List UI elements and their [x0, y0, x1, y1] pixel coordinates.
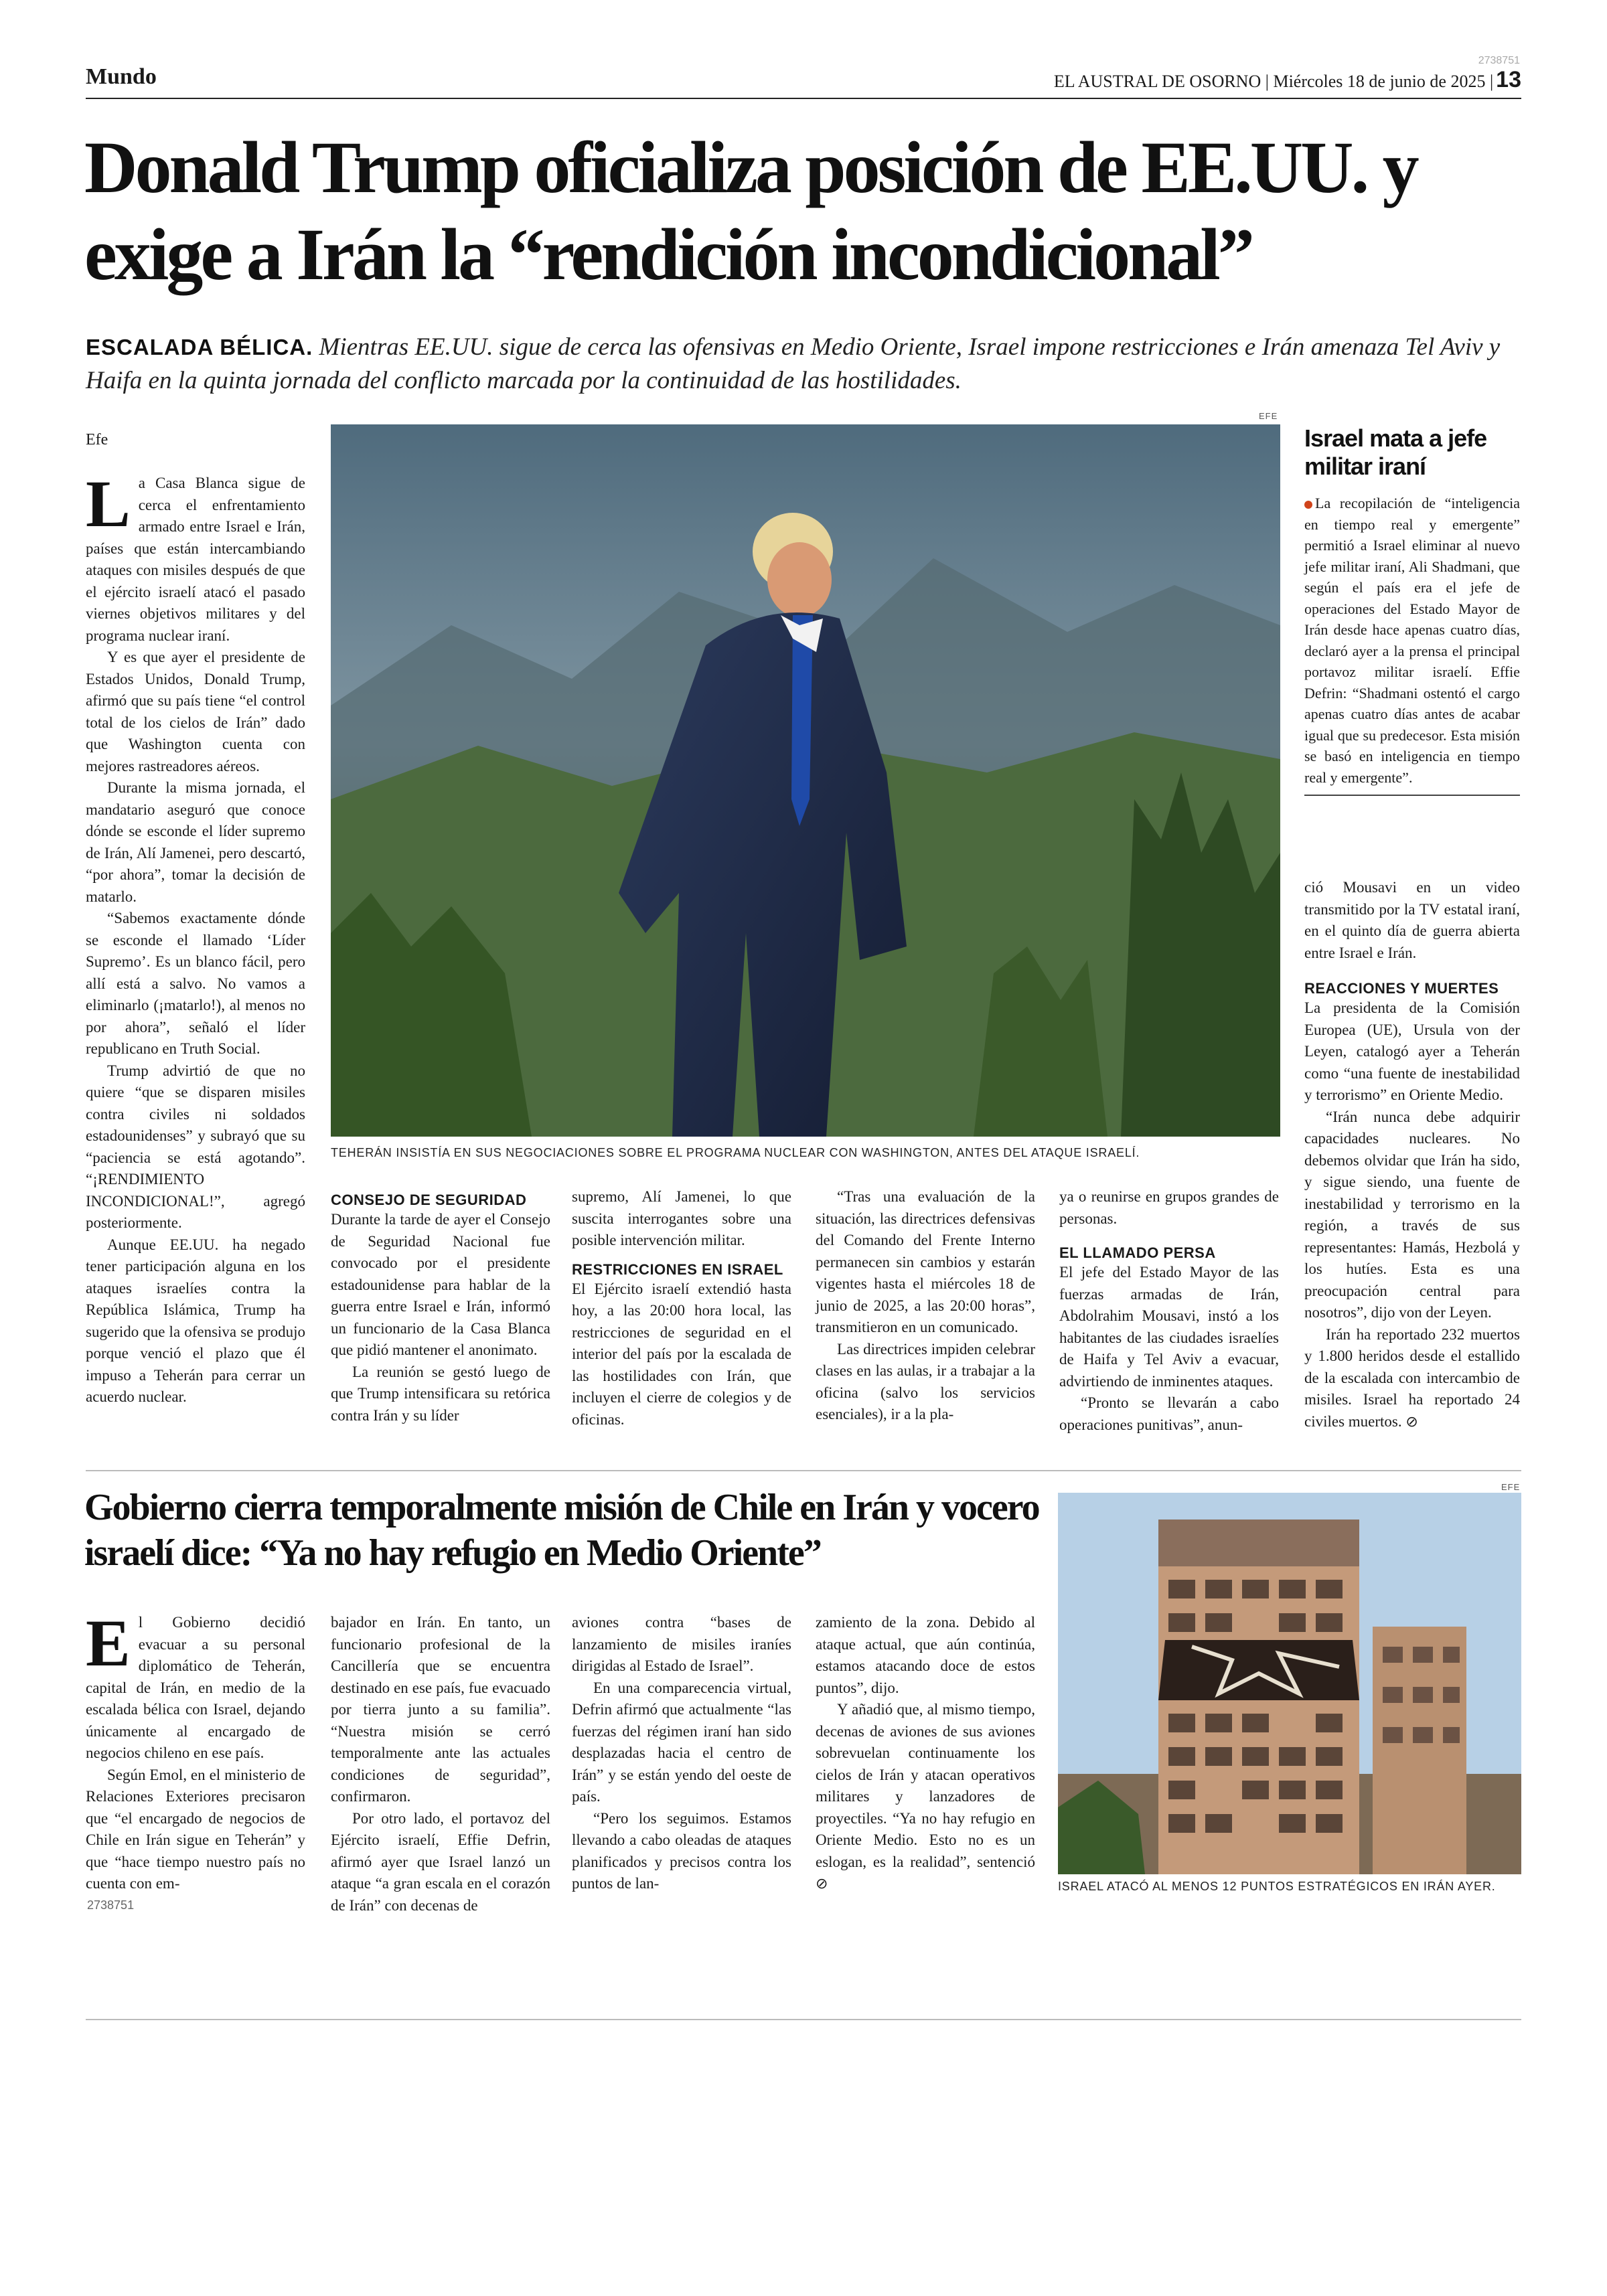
issue-date: Miércoles 18 de junio de 2025	[1273, 72, 1486, 91]
paragraph: “Sabemos exactamente dónde se esconde el llamado ‘Líder Supremo’. Es un blanco fácil, pero allí está a salvo. No vamos a eliminarlo (¡matarlo!), al menos no por ahora”, señaló el líder republicano en Truth Social.	[86, 910, 305, 1057]
deck-kicker: ESCALADA BÉLICA.	[86, 335, 313, 359]
publication-name: EL AUSTRAL DE OSORNO	[1053, 72, 1261, 91]
sidebar-box	[1304, 493, 1520, 796]
main-column-6	[1304, 877, 1520, 1432]
paragraph: Y es que ayer el presidente de Estados Unidos, Donald Trump, afirmó que su país tiene “el control total de los cielos de Irán” dado que Washington cuenta con mejores rastreadores aéreos.	[86, 649, 305, 774]
paragraph: Irán ha reportado 232 muertos y 1.800 heridos desde el estallido de la escalada con intercambio de misiles. Israel ha reportado 24 civiles muertos. ⊘	[1304, 1325, 1520, 1430]
masthead: EL AUSTRAL DE OSORNO | Miércoles 18 de junio de 2025 | 13	[1053, 67, 1521, 92]
main-photo-caption: TEHERÁN INSISTÍA EN SUS NEGOCIACIONES SOBRE EL PROGRAMA NUCLEAR CON WASHINGTON, ANTES DEL ATAQUE ISRAELÍ.	[331, 1146, 1140, 1159]
second-headline: Gobierno cierra temporalmente misión de Chile en Irán y vocero israelí dice: “Ya no hay refugio en Medio Oriente”	[84, 1487, 1039, 1574]
second-photo-caption: ISRAEL ATACÓ AL MENOS 12 PUNTOS ESTRATÉGICOS EN IRÁN AYER.	[1058, 1880, 1496, 1893]
subhead: RESTRICCIONES EN ISRAEL	[572, 1260, 783, 1278]
trump-walking-image	[331, 424, 1280, 1137]
paragraph: “Pronto se llevarán a cabo operaciones punitivas”, anun-	[1059, 1394, 1279, 1433]
end-mark-icon: ⊘	[816, 1876, 828, 1892]
main-column-2	[331, 1186, 550, 1426]
paragraph: “Tras una evaluación de la situación, las directrices defensivas del Comando del Frente Interno permanecen sin cambios y estarán vigentes hasta el miércoles 18 de junio de 2025, a las 20:00 horas”, transmitieron en un comunicado.	[816, 1188, 1035, 1335]
main-column-3	[572, 1186, 791, 1430]
paragraph: El jefe del Estado Mayor de las fuerzas armadas de Irán, Abdolrahim Mousavi, instó a los habitantes de las ciudades israelíes de Haifa y Tel Aviv a evacuar, advirtiendo de inminentes ataques.	[1059, 1264, 1279, 1390]
photo-credit: EFE	[1501, 1482, 1521, 1492]
paragraph: “Pero los seguimos. Estamos llevando a cabo oleadas de ataques planificados y precisos contra los puntos de lan-	[572, 1809, 791, 1892]
footer-rule	[86, 2019, 1521, 2020]
paragraph: Durante la misma jornada, el mandatario aseguró que conoce dónde se esconde el líder supremo de Irán, Alí Jamenei, pero descartó, “por ahora”, tomar la decisión de matarlo.	[86, 779, 305, 905]
paragraph: Trump advirtió de que no quiere “que se disparen misiles contra civiles ni soldados estadounidenses” y subrayó que su “paciencia se está agotando”. “¡RENDIMIENTO INCONDICIONAL!”, agregó posteriormente.	[86, 1062, 305, 1231]
page-number: 13	[1496, 67, 1521, 92]
second-column-1	[86, 1606, 305, 1895]
paragraph: La presidenta de la Comisión Europea (UE), Ursula von der Leyen, catalogó ayer a Teherán como “una fuente de inestabilidad y terrorismo” en Oriente Medio.	[1304, 999, 1520, 1103]
second-photo	[1058, 1493, 1521, 1874]
main-column-1	[86, 467, 305, 1408]
end-mark-icon: ⊘	[1405, 1413, 1418, 1430]
paragraph: Las directrices impiden celebrar clases en las aulas, ir a trabajar a la oficina (salvo los servicios esenciales), ir a la pla-	[816, 1340, 1035, 1422]
second-column-3	[572, 1612, 791, 1895]
paragraph: Según Emol, en el ministerio de Relaciones Exteriores precisaron que “el encargado de negocios de Chile en Irán sigue en Teherán” y que “hace tiempo nuestro país no cuenta con em-	[86, 1766, 305, 1892]
sidebar-title: Israel mata a jefe militar iraní	[1304, 424, 1487, 480]
paragraph: ció Mousavi en un video transmitido por la TV estatal iraní, en el quinto día de guerra abierta entre Israel e Irán.	[1304, 879, 1520, 961]
byline: Efe	[86, 431, 108, 448]
dropcap: L	[86, 467, 131, 541]
section-divider	[86, 1470, 1521, 1471]
paragraph: a Casa Blanca sigue de cerca el enfrentamiento armado entre Israel e Irán, países que están intercambiando ataques con misiles después de que el ejército israelí atacó el pasado viernes objetivos militares y del programa nuclear iraní.	[86, 475, 305, 644]
dropcap: E	[86, 1606, 131, 1680]
photo-credit: EFE	[1259, 411, 1278, 421]
paragraph: bajador en Irán. En tanto, un funcionario profesional de la Cancillería que se encuentra destinado en ese país, fue evacuado por tierra junto a su familia”. “Nuestra misión se cerró temporalmente ante las actuales condiciones de seguridad”, confirmaron.	[331, 1614, 550, 1805]
main-headline: Donald Trump oficializa posición de EE.UU. y exige a Irán la “rendición incondicional”	[84, 127, 1417, 295]
paragraph: Aunque EE.UU. ha negado tener participación alguna en los ataques israelíes contra la República Islámica, Trump ha sugerido que la ofensiva se produjo porque venció el plazo que él impuso a Teherán para cerrar un acuerdo nuclear.	[86, 1236, 305, 1405]
main-photo	[331, 424, 1280, 1137]
paragraph: En una comparecencia virtual, Defrin afirmó que actualmente “las fuerzas del régimen iraní han sido desplazadas hacia el centro de Irán” y se están yendo del oeste de país.	[572, 1679, 791, 1805]
paragraph: Durante la tarde de ayer el Consejo de Seguridad Nacional fue convocado por el presidente estadounidense para hablar de la guerra entre Israel e Irán, informó un funcionario de la Casa Blanca que pidió mantener el anonimato.	[331, 1211, 550, 1358]
second-column-4	[816, 1612, 1035, 1895]
paragraph: ya o reunirse en grupos grandes de personas.	[1059, 1188, 1279, 1227]
subhead: CONSEJO DE SEGURIDAD	[331, 1192, 527, 1208]
reference-number-bottom: 2738751	[87, 1898, 135, 1912]
paragraph: El Ejército israelí extendió hasta hoy, a las 20:00 hora local, las restricciones de seguridad en el interior del país por la escalada de las hostilidades con Irán, que incluyen el cierre de colegios y de oficinas.	[572, 1280, 791, 1428]
second-column-2	[331, 1612, 550, 1916]
deck-text: Mientras EE.UU. sigue de cerca las ofensivas en Medio Oriente, Israel impone restricciones e Irán amenaza Tel Aviv y Haifa en la quinta jornada del conflicto marcada por la continuidad de las hostilidades.	[86, 333, 1501, 394]
subhead: REACCIONES Y MUERTES	[1304, 980, 1499, 997]
paragraph: La reunión se gestó luego de que Trump intensificara su retórica contra Irán y su líder	[331, 1363, 550, 1424]
main-column-5	[1059, 1186, 1279, 1436]
main-deck	[86, 331, 1525, 398]
sidebar-text: La recopilación de “inteligencia en tiempo real y emergente” permitió a Israel eliminar al nuevo jefe militar iraní, Ali Shadmani, que según el país era el jefe de operaciones del Estado Mayor de Irán desde hace apenas cuatro días, declaró ayer a la prensa el principal portavoz militar israelí. Effie Defrin: “Shadmani ostentó el cargo apenas cuatro días antes de acabar igual que su predecesor. Esta misión se basó en inteligencia en tiempo real y emergente”.	[1304, 495, 1520, 786]
paragraph: Y añadió que, al mismo tiempo, decenas de aviones de sus aviones sobrevuelan continuamente los cielos de Irán y atacan operativos militares y lanzadores de proyectiles. “Ya no hay refugio en Oriente Medio. Esto no es un eslogan, es la realidad”, sentenció ⊘	[816, 1701, 1035, 1892]
reference-number-top: 2738751	[1478, 55, 1520, 66]
paragraph: zamiento de la zona. Debido al ataque actual, que aún continúa, estamos atacando doce de estos puntos”, dijo.	[816, 1614, 1035, 1696]
section-label: Mundo	[86, 64, 157, 89]
paragraph: l Gobierno decidió evacuar a su personal diplomático de Teherán, capital de Irán, en medio de la escalada bélica con Israel, dejando únicamente al encargado de negocios chileno en ese país.	[86, 1614, 305, 1761]
main-column-4	[816, 1186, 1035, 1426]
paragraph: supremo, Alí Jamenei, lo que suscita interrogantes sobre una posible intervención militar.	[572, 1188, 791, 1248]
subhead: EL LLAMADO PERSA	[1059, 1244, 1216, 1261]
paragraph: aviones contra “bases de lanzamiento de misiles iraníes dirigidas al Estado de Israel”.	[572, 1614, 791, 1674]
header-rule	[86, 98, 1521, 99]
bullet-icon	[1304, 501, 1312, 509]
paragraph: “Irán nunca debe adquirir capacidades nucleares. No debemos olvidar que Irán ha sido, y sigue siendo, una fuente de inestabilidad y terrorismo en la región, a través de sus representantes: Hamás, Hezbolá y los hutíes. Esta es una preocupación central para nosotros”, dijo von der Leyen.	[1304, 1108, 1520, 1321]
paragraph: Por otro lado, el portavoz del Ejército israelí, Effie Defrin, afirmó ayer que Israel lanzó un ataque “a gran escala en el corazón de Irán” con decenas de	[331, 1809, 550, 1914]
damaged-building-image	[1058, 1493, 1521, 1874]
